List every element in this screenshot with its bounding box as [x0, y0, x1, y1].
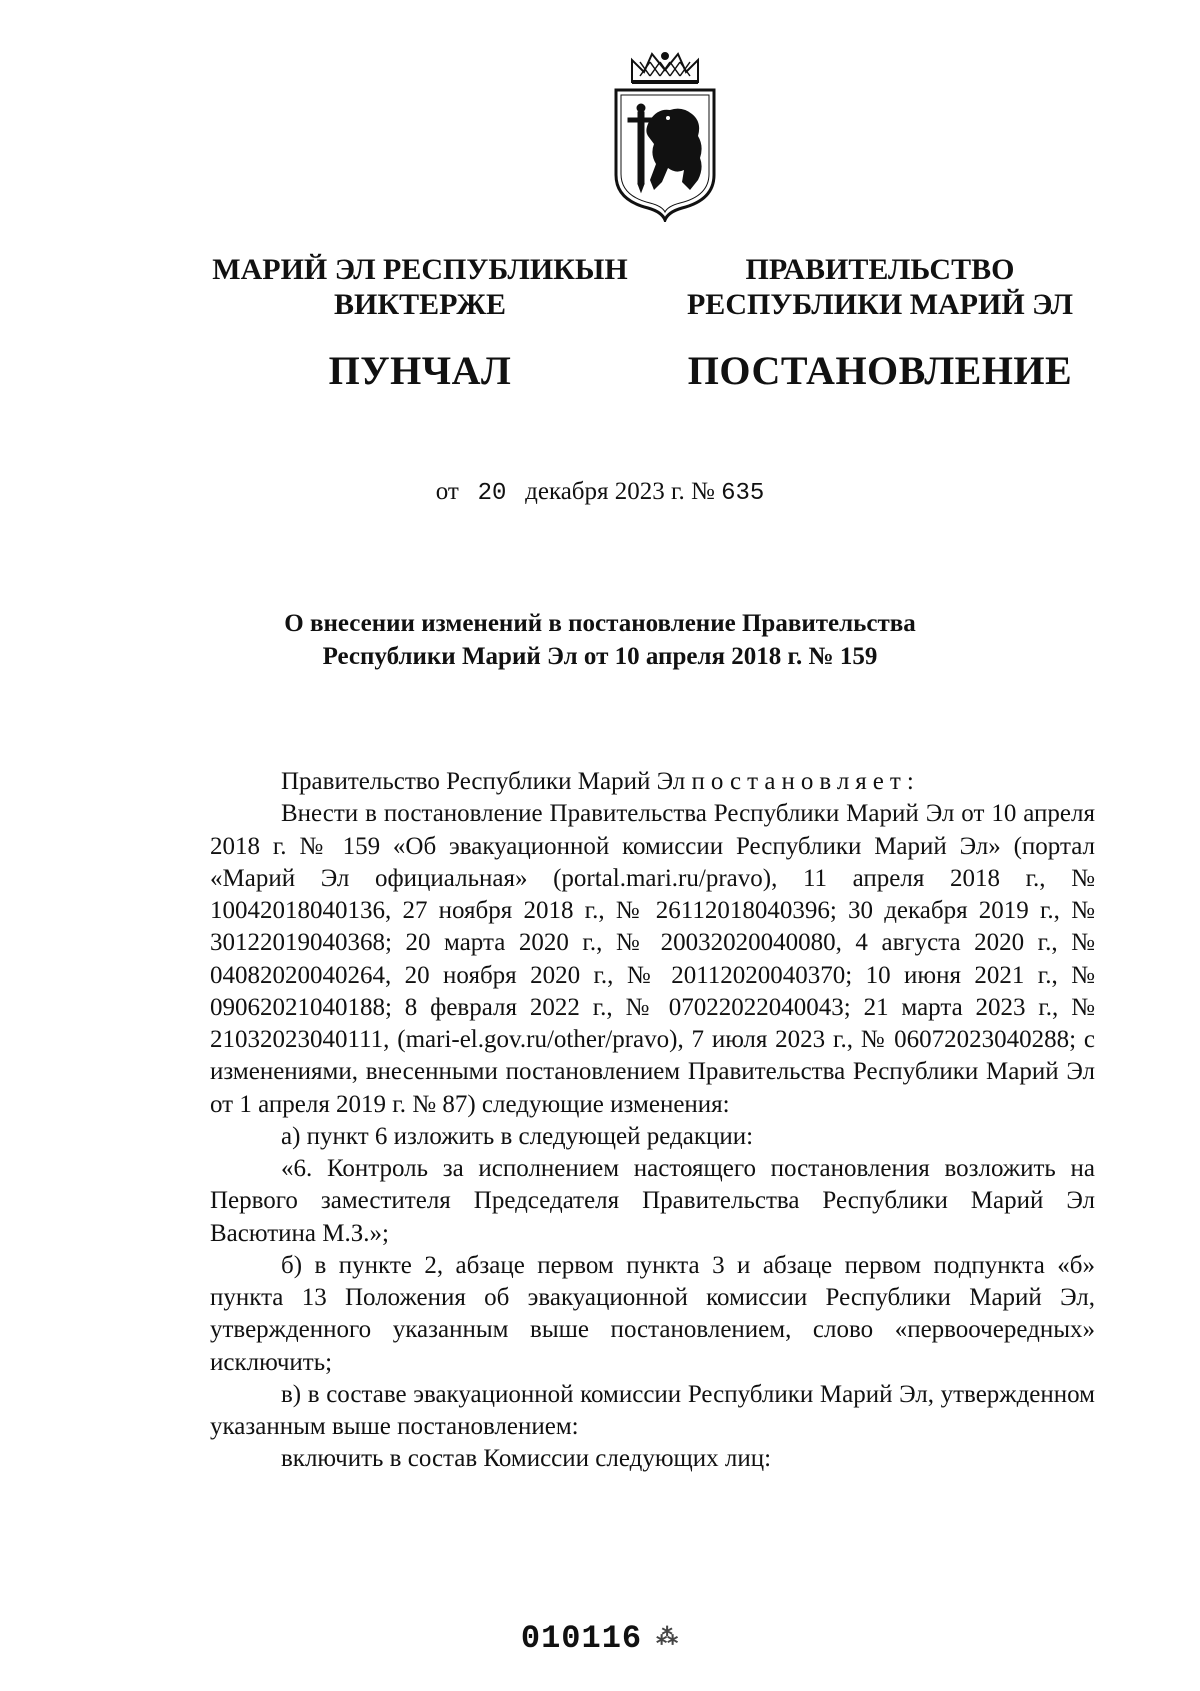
header-right-line1: ПРАВИТЕЛЬСТВО	[745, 253, 1015, 286]
document-number: 635	[721, 480, 765, 507]
intro-paragraph	[210, 766, 1095, 798]
paragraph-item-b: б) в пункте 2, абзаце первом пункта 3 и абзаце первом подпункта «б» пункта 13 Положения об эвакуационной комиссии Республики Марий Эл, утвержденного указанным выше постановлением, слово «первоочередных» исключить;	[210, 1251, 1095, 1376]
stamp-mark-icon: ⁂	[656, 1626, 680, 1651]
form-serial-number	[0, 1620, 1200, 1657]
header-right-doc-type: ПОСТАНОВЛЕНИЕ	[687, 347, 1073, 393]
paragraph-amendments: Внести в постановление Правительства Республики Марий Эл от 10 апреля 2018 г. № 159 «Об эвакуационной комиссии Республики Марий Эл» (портал «Марий Эл официальная» (portal.mari.ru/pravo), 11 апреля 2018 г., № 10042018040136, 27 ноября 2018 г., № 26112018040396; 30 декабря 2019 г., № 30122019040368; 20 марта 2020 г., № 20032020040080, 4 августа 2020 г., № 04082020040264, 20 ноября 2020 г., № 20112020040370; 10 июня 2021 г., № 09062021040188; 8 февраля 2022 г., № 07022022040043; 21 марта 2023 г., № 21032023040111, (mari-el.gov.ru/other/pravo), 7 июля 2023 г., № 06072023040288; с изменениями, внесенными постановлением Правительства Республики Марий Эл от 1 апреля 2019 г. № 87) следующие изменения:	[210, 800, 1095, 1118]
form-number-text: 010116	[520, 1620, 643, 1657]
crown-icon	[632, 53, 698, 82]
header-left-block	[170, 252, 670, 394]
document-body	[210, 766, 1095, 1476]
header-left-line1: МАРИЙ ЭЛ РЕСПУБЛИКЫН	[212, 253, 628, 286]
date-prefix: от	[435, 478, 459, 505]
intro-text: Правительство Республики Марий Эл	[281, 768, 692, 795]
header-right-line2: РЕСПУБЛИКИ МАРИЙ ЭЛ	[686, 288, 1073, 322]
paragraph-include-persons: включить в состав Комиссии следующих лиц:	[281, 1445, 772, 1473]
header-left-doc-type: ПУНЧАЛ	[328, 347, 512, 393]
title-line2: Республики Марий Эл от 10 апреля 2018 г. № 159	[322, 643, 878, 670]
date-day: 20	[477, 480, 507, 507]
coat-of-arms-emblem	[610, 50, 720, 222]
header-left-line2: ВИКТЕРЖЕ	[333, 288, 507, 322]
document-title	[200, 607, 1000, 673]
paragraph-item-v: в) в составе эвакуационной комиссии Республики Марий Эл, утвержденном указанным выше постановлением:	[210, 1380, 1095, 1440]
paragraph-item-6-text: «6. Контроль за исполнением настоящего постановления возложить на Первого заместителя Председателя Правительства Республики Марий Эл Васютина М.З.»;	[210, 1155, 1095, 1247]
header-right-block	[680, 252, 1080, 394]
paragraph-item-a: а) пункт 6 изложить в следующей редакции:	[281, 1122, 754, 1150]
title-line1: О внесении изменений в постановление Правительства	[284, 610, 916, 637]
intro-spaced-word: постановляет:	[691, 768, 920, 795]
date-month-year: декабря 2023 г. №	[525, 478, 715, 505]
document-date-line	[0, 478, 1200, 507]
